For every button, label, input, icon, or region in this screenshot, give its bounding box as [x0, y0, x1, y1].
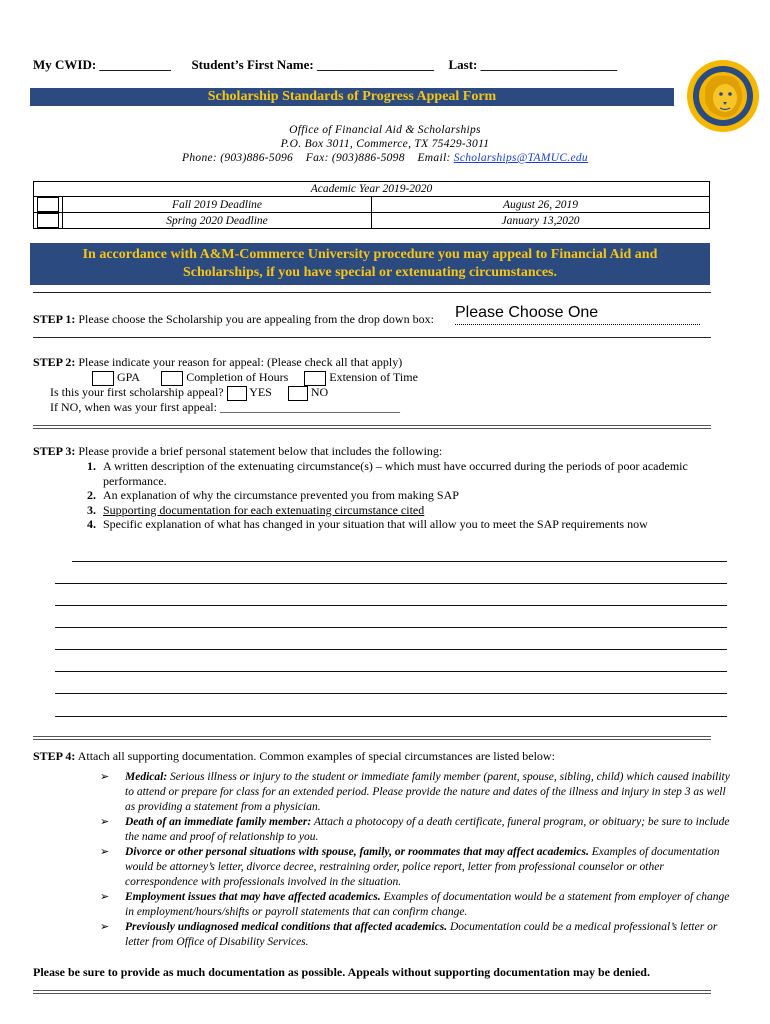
- list-item: [99, 503, 739, 518]
- step1-prompt: [33, 312, 434, 327]
- banner-line-1: In accordance with A&M-Commerce University procedure you may appeal to Financial Aid and: [82, 247, 658, 262]
- deadline-row: [34, 197, 710, 213]
- divider: [33, 337, 711, 338]
- statement-line[interactable]: [55, 671, 727, 672]
- divider: [33, 292, 711, 293]
- statement-line[interactable]: [72, 561, 727, 562]
- final-note: Please be sure to provide as much documentation as possible. Appeals without supporting documentation may be denied.: [33, 965, 650, 979]
- no-label: NO: [310, 385, 329, 399]
- list-item-lead: Divorce or other personal situations with spouse, family, or roommates that may affect academics.: [125, 846, 589, 858]
- office-name: Office of Financial Aid & Scholarships: [289, 124, 481, 136]
- statement-line[interactable]: [55, 716, 727, 717]
- list-item-text: Supporting documentation for each extenuating circumstance cited: [103, 502, 425, 517]
- list-item-lead: Employment issues that may have affected academics.: [125, 891, 381, 903]
- statement-line[interactable]: [55, 627, 727, 628]
- statement-line[interactable]: [55, 583, 727, 584]
- list-item-text: Examples of documentation would be a statement from employer of change in employment/hours/shifts or payroll statements that can confirm change.: [125, 891, 730, 918]
- gpa-label: GPA: [117, 370, 140, 384]
- yes-label: YES: [249, 385, 272, 399]
- gpa-checkbox[interactable]: [92, 371, 114, 386]
- academic-year-table: [33, 181, 710, 229]
- scholarship-dropdown[interactable]: Please Choose One: [455, 304, 599, 321]
- double-divider: [33, 736, 711, 740]
- no-checkbox[interactable]: [288, 386, 308, 401]
- list-item: 1. A written description of the extenuating circumstance(s) – which must have occurred during the periods of poor academic performance.: [99, 459, 739, 488]
- step2-text: Please indicate your reason for appeal: (Please check all that apply): [78, 355, 403, 369]
- appeal-banner: [30, 243, 710, 285]
- deadline-row: [34, 213, 710, 229]
- extension-label: Extension of Time: [329, 370, 418, 384]
- extension-checkbox[interactable]: [304, 371, 326, 386]
- first-appeal-date-field[interactable]: If NO, when was your first appeal: ______________________________: [50, 400, 400, 414]
- step2-prompt: [33, 355, 402, 370]
- list-item-text: Attach a photocopy of a death certificate, funeral program, or obituary; be sure to include the name and proof of relationship to you.: [125, 816, 730, 843]
- lion-logo: [687, 60, 759, 132]
- deadline-date: August 26, 2019: [372, 197, 710, 213]
- list-item: [125, 890, 735, 920]
- office-email-link[interactable]: Scholarships@TAMUC.edu: [453, 152, 588, 164]
- list-item-lead: Previously undiagnosed medical conditions that affected academics.: [125, 921, 448, 933]
- list-item-text: Examples of documentation would be attorney’s letter, divorce decree, restraining order, police report, letter from professional counselor or other correspondence with professionals involved in the situation.: [125, 846, 720, 888]
- hours-checkbox[interactable]: [161, 371, 183, 386]
- list-item-text: Serious illness or injury to the student or immediate family member (parent, spouse, sibling, child) which caused inability to attend or prepare for class for an extended period. Please provide the nature and dates of the illness and injury in step 3 as well as providing a statement from a physician.: [125, 771, 730, 813]
- banner-line-2: Scholarships, if you have special or extenuating circumstances.: [183, 265, 557, 280]
- office-email-label: Email:: [417, 152, 451, 164]
- list-item-lead: Death of an immediate family member:: [125, 816, 312, 828]
- deadline-term: Fall 2019 Deadline: [63, 197, 372, 213]
- statement-line[interactable]: [55, 693, 727, 694]
- step1-text: Please choose the Scholarship you are appealing from the drop down box:: [78, 312, 434, 326]
- step4-label: STEP 4:: [33, 749, 76, 763]
- list-item-text: Documentation could be a medical professional’s letter or letter from Office of Disability Services.: [125, 921, 718, 948]
- first-name-field[interactable]: Student’s First Name: __________________: [191, 57, 434, 72]
- list-item: [125, 815, 735, 845]
- double-divider: [33, 425, 711, 429]
- list-item: [125, 920, 735, 950]
- office-contacts: [0, 152, 770, 164]
- list-item: 4. Specific explanation of what has changed in your situation that will allow you to meet the SAP requirements now: [99, 517, 739, 532]
- reason-options: [92, 370, 418, 386]
- office-fax: Fax: (903)886-5098: [305, 152, 405, 164]
- circumstance-list: [100, 770, 735, 950]
- student-info-row: [33, 57, 617, 73]
- step4-text: Attach all supporting documentation. Common examples of special circumstances are listed below:: [77, 749, 555, 763]
- fall-checkbox[interactable]: [37, 197, 59, 212]
- academic-year-header: Academic Year 2019-2020: [34, 182, 710, 197]
- statement-requirements: [57, 459, 739, 532]
- spring-checkbox[interactable]: [37, 213, 59, 228]
- cwid-field[interactable]: My CWID: ___________: [33, 57, 171, 72]
- list-item-lead: Medical:: [125, 771, 168, 783]
- office-phone: Phone: (903)886-5096: [182, 152, 294, 164]
- first-appeal-row: [50, 385, 328, 401]
- step4-prompt: [33, 749, 555, 764]
- statement-line[interactable]: [55, 605, 727, 606]
- list-item: 2. An explanation of why the circumstance prevented you from making SAP: [99, 488, 739, 503]
- hours-label: Completion of Hours: [186, 370, 289, 384]
- form-title: Scholarship Standards of Progress Appeal Form: [30, 88, 674, 106]
- dropdown-underline: [455, 324, 700, 325]
- first-appeal-question: Is this your first scholarship appeal?: [50, 385, 224, 399]
- list-item: [125, 845, 735, 890]
- last-name-field[interactable]: Last: _____________________: [448, 57, 618, 72]
- list-item: [125, 770, 735, 815]
- office-address: P.O. Box 3011, Commerce, TX 75429-3011: [280, 138, 490, 150]
- step1-label: STEP 1:: [33, 312, 76, 326]
- step3-label: STEP 3:: [33, 444, 76, 458]
- yes-checkbox[interactable]: [227, 386, 247, 401]
- deadline-term: Spring 2020 Deadline: [63, 213, 372, 229]
- step3-prompt: [33, 444, 442, 459]
- step3-text: Please provide a brief personal statement below that includes the following:: [78, 444, 443, 458]
- statement-line[interactable]: [55, 649, 727, 650]
- step2-label: STEP 2:: [33, 355, 76, 369]
- deadline-date: January 13,2020: [372, 213, 710, 229]
- double-divider: [33, 990, 711, 994]
